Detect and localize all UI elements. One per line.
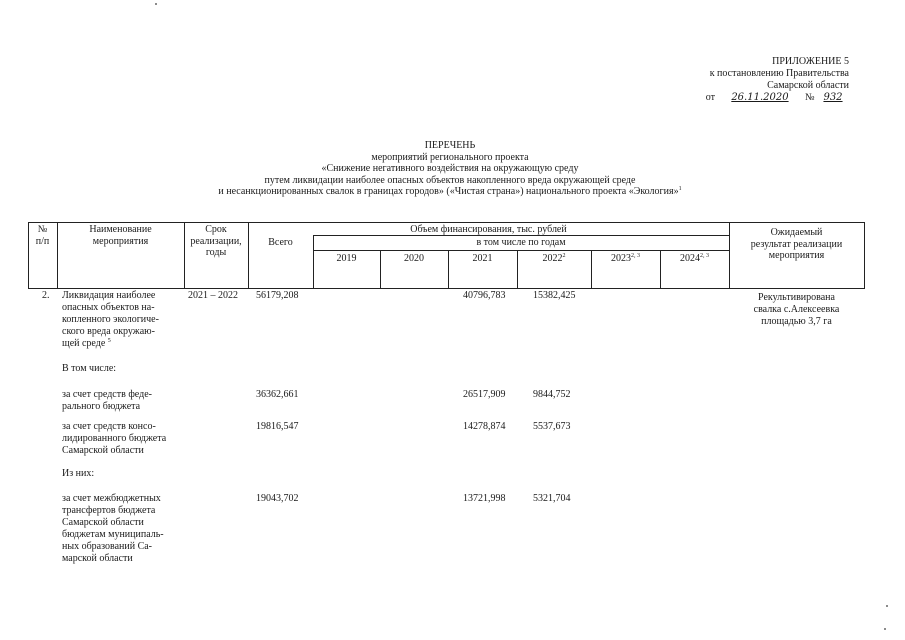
- scan-speck: [884, 628, 886, 630]
- row-name-line: Самарской области: [62, 517, 144, 528]
- row-total: 56179,208: [256, 290, 299, 301]
- row-2021: 40796,783: [463, 290, 506, 301]
- row-name-line: бюджетам муниципаль-: [62, 529, 164, 540]
- row-name-line: копленного экологиче-: [62, 314, 159, 325]
- header-num-line1: №: [37, 224, 48, 235]
- document-heading: [150, 140, 750, 198]
- row-2021: 26517,909: [463, 389, 506, 400]
- scan-speck: [155, 3, 157, 5]
- row-name-line: опасных объектов на-: [62, 302, 155, 313]
- row-2022: 5537,673: [533, 421, 571, 432]
- heading-line2: «Снижение негативного воздействия на окружающую среду: [321, 163, 579, 174]
- year-label: 2020: [404, 253, 424, 264]
- year-label: 2022: [542, 253, 563, 264]
- row-name-line: марской области: [62, 553, 133, 564]
- year-footnote: 2, 3: [631, 253, 640, 259]
- row-name: [62, 421, 176, 457]
- row-name-line: Ликвидация наиболее: [62, 290, 156, 301]
- header-name-line1: Наименование: [89, 224, 152, 235]
- row-result-line: площадью 3,7 га: [761, 316, 832, 327]
- row-name-line: за счет средств феде-: [62, 389, 152, 400]
- row-name-line: лидированного бюджета: [62, 433, 167, 444]
- header-name-line2: мероприятия: [92, 235, 149, 247]
- header-term-line3: годы: [205, 247, 227, 258]
- row-2022: 9844,752: [533, 389, 571, 400]
- row-name-line: за счет межбюджетных: [62, 493, 161, 504]
- row-name-line: ского вреда окружаю-: [62, 326, 155, 337]
- appendix-title: ПРИЛОЖЕНИЕ 5: [772, 56, 849, 67]
- row-name: [62, 389, 176, 413]
- appendix-block: [649, 56, 849, 104]
- appendix-date: 26.11.2020: [731, 92, 789, 103]
- row-name-line: трансфертов бюджета: [62, 505, 156, 516]
- header-by-year: в том числе по годам: [476, 237, 566, 248]
- row-total: 36362,661: [256, 389, 299, 400]
- row-footnote: 5: [107, 338, 111, 344]
- row-name-line: рального бюджета: [62, 401, 141, 412]
- header-year-2024: [660, 253, 729, 265]
- header-name: [57, 224, 184, 247]
- year-label: 2024: [680, 253, 700, 264]
- row-2021: 14278,874: [463, 421, 506, 432]
- heading-line3: путем ликвидации наиболее опасных объектов накопленного вреда окружающей среде: [264, 174, 636, 186]
- row-2022: 5321,704: [533, 493, 571, 504]
- year-label: 2023: [611, 253, 631, 264]
- header-result: [729, 227, 864, 262]
- heading-line1: мероприятий регионального проекта: [371, 151, 529, 163]
- row-result-line: Рекультивирована: [758, 292, 835, 303]
- appendix-line1: к постановлению Правительства: [709, 68, 849, 79]
- row-name: [62, 493, 176, 565]
- heading-line4-text: и несанкционированных свалок в границах городов» («Чистая страна») национального проекта «Экология»: [218, 186, 679, 197]
- header-result-line2: результат реализации: [750, 238, 843, 250]
- scan-speck: [886, 605, 888, 607]
- heading-footnote-ref: 1: [678, 186, 682, 192]
- header-year-2019: [313, 253, 380, 265]
- row-name-line: [62, 338, 176, 350]
- header-year-2023: [591, 253, 660, 265]
- row-result: [729, 292, 864, 328]
- header-total: Всего: [268, 237, 293, 248]
- row-total: 19043,702: [256, 493, 299, 504]
- row-name-text: щей среде: [62, 338, 106, 349]
- row-name-line: ных образований Са-: [62, 541, 153, 552]
- row-2022: 15382,425: [533, 290, 576, 301]
- row-name-line: Самарской области: [62, 445, 144, 456]
- header-year-2021: [448, 253, 517, 265]
- appendix-line2: Самарской области: [767, 80, 849, 91]
- row-term: 2021 – 2022: [188, 290, 238, 301]
- header-result-line3: мероприятия: [768, 250, 825, 261]
- row-total: 19816,547: [256, 421, 299, 432]
- header-term: [184, 224, 248, 259]
- year-label: 2019: [336, 253, 357, 264]
- appendix-number: 932: [823, 92, 843, 103]
- year-label: 2021: [472, 253, 493, 264]
- row-name-line: за счет средств консо-: [62, 421, 156, 432]
- year-footnote: 2, 3: [700, 253, 709, 259]
- header-year-2020: [380, 253, 448, 265]
- row-2021: 13721,998: [463, 493, 506, 504]
- appendix-from: от: [705, 92, 715, 103]
- year-footnote: 2: [562, 253, 566, 259]
- header-term-line1: Срок: [205, 224, 227, 235]
- header-year-2022: [517, 253, 591, 265]
- appendix-date-line: [649, 92, 849, 104]
- header-funding: Объем финансирования, тыс. рублей: [410, 224, 567, 235]
- heading-line4: [150, 186, 750, 198]
- row-num: 2.: [42, 290, 50, 301]
- header-num: [28, 224, 57, 247]
- header-num-line2: п/п: [35, 235, 50, 247]
- section-label: Из них:: [62, 468, 95, 479]
- row-result-line: свалка с.Алексеевка: [753, 304, 840, 315]
- section-label: В том числе:: [62, 363, 117, 374]
- heading-title: ПЕРЕЧЕНЬ: [424, 140, 476, 151]
- row-name: [62, 290, 176, 350]
- appendix-no: №: [804, 92, 815, 103]
- header-result-line1: Ожидаемый: [770, 227, 823, 238]
- header-term-line2: реализации,: [190, 235, 242, 247]
